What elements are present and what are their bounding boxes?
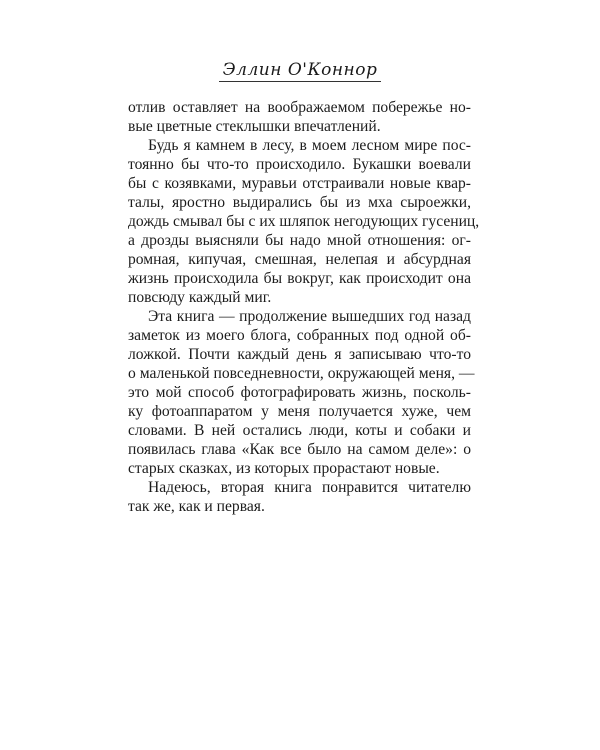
page-body-text <box>128 98 480 516</box>
text-line: старых сказках, из которых прорастают новые. <box>128 460 440 477</box>
text-line: жизнь происходила бы вокруг, как происходит она <box>128 270 471 287</box>
text-line: Надеюсь, вторая книга понравится читателю <box>148 479 471 496</box>
text-line: отлив оставляет на воображаемом побережье но- <box>128 99 471 116</box>
text-line: ромная, кипучая, смешная, нелепая и абсурдная <box>128 251 471 268</box>
text-line: а дрозды выясняли бы надо мной отношения: ог- <box>128 232 471 249</box>
text-line: появилась глава «Как все было на самом деле»: о <box>128 441 471 458</box>
text-line: бы с козявками, муравьи отстраивали новые квар- <box>128 175 471 192</box>
text-line: тоянно бы что-то происходило. Букашки воевали <box>128 156 471 173</box>
text-line: заметок из моего блога, собранных под одной об- <box>128 327 471 344</box>
text-line: о маленькой повседневности, окружающей меня, — <box>128 365 475 382</box>
author-name: Эллин О'Коннор <box>219 60 382 82</box>
text-line: ложкой. Почти каждый день я записываю что-то <box>128 346 471 363</box>
text-line: это мой способ фотографировать жизнь, посколь- <box>128 384 471 401</box>
text-line: Эта книга — продолжение вышедших год назад <box>148 308 471 325</box>
text-line: так же, как и первая. <box>128 498 265 515</box>
text-line: дождь смывал бы с их шляпок негодующих гусениц, <box>128 213 480 230</box>
text-line: словами. В ней остались люди, коты и собаки и <box>128 422 471 439</box>
text-line: вые цветные стеклышки впечатлений. <box>128 118 381 135</box>
text-line: повсюду каждый миг. <box>128 289 272 306</box>
running-header <box>0 60 600 82</box>
text-line: Будь я камнем в лесу, в моем лесном мире пос- <box>148 137 471 154</box>
text-line: талы, яростно выдирались бы из мха сыроежки, <box>128 194 471 211</box>
text-line: ку фотоаппаратом у меня получается хуже, чем <box>128 403 471 420</box>
